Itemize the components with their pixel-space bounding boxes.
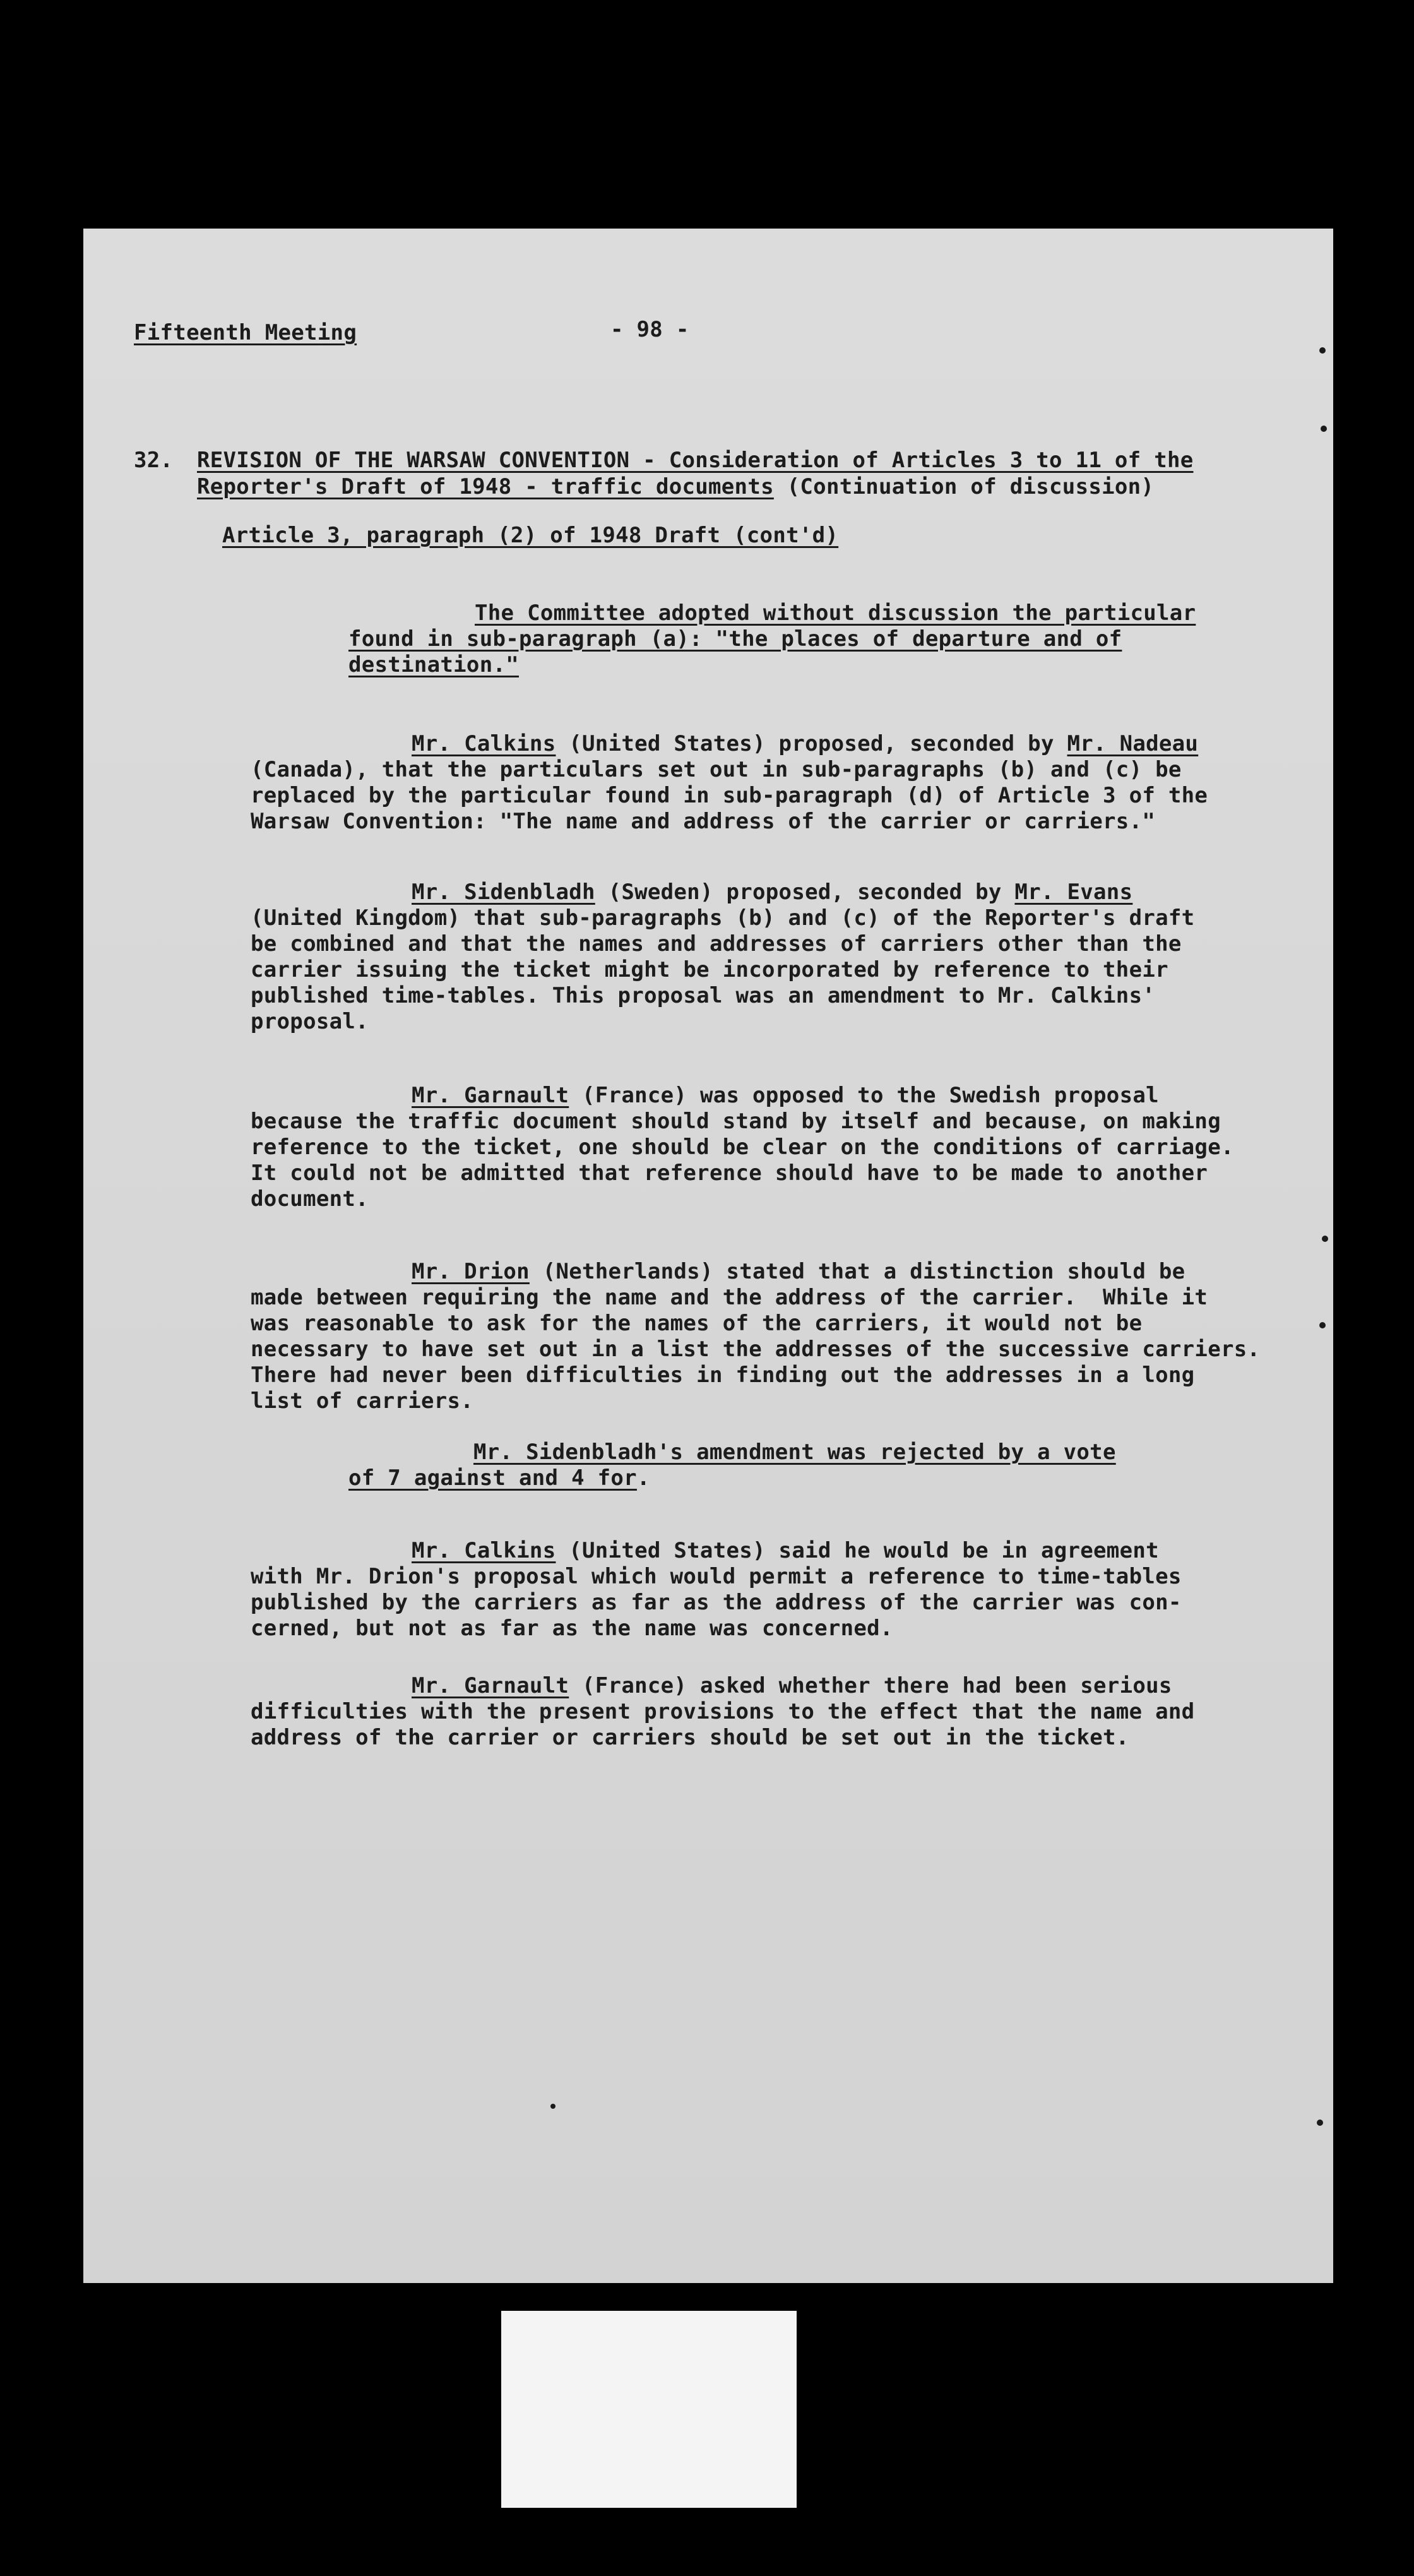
para1-line1: Mr. Calkins (United States) proposed, seconded by Mr. Nadeau <box>412 731 1199 756</box>
para3-line5: document. <box>251 1186 369 1212</box>
para4-speaker: Mr. Drion <box>412 1259 530 1284</box>
para2-line6: proposal. <box>251 1009 369 1034</box>
meeting-label: Fifteenth Meeting <box>134 320 357 345</box>
para1-line2: (Canada), that the particulars set out in sub-paragraphs (b) and (c) be <box>251 757 1182 782</box>
decision1-line2: found in sub-paragraph (a): "the places of departure and of <box>348 626 1122 652</box>
item-title-line2-rest: (Continuation of discussion) <box>773 474 1155 499</box>
item-title-line2 <box>197 474 1154 500</box>
margin-mark <box>1317 2120 1323 2126</box>
para2-line2: (United Kingdom) that sub-paragraphs (b) and (c) of the Reporter's draft <box>251 905 1195 931</box>
para1-speaker: Mr. Calkins <box>412 731 556 756</box>
para6-line1: Mr. Garnault (France) asked whether there had been serious <box>412 1673 1172 1698</box>
para3-line4: It could not be admitted that reference should have to be made to another <box>251 1160 1208 1186</box>
para2-line1: Mr. Sidenbladh (Sweden) proposed, seconded by Mr. Evans <box>412 880 1133 905</box>
para4-line6: list of carriers. <box>251 1388 474 1414</box>
item-title-line2-underlined: Reporter's Draft of 1948 - traffic documents <box>197 474 774 499</box>
para4-line1: Mr. Drion (Netherlands) stated that a distinction should be <box>412 1259 1185 1284</box>
para2-line5: published time-tables. This proposal was an amendment to Mr. Calkins' <box>251 983 1156 1008</box>
decision1-line3: destination." <box>348 652 520 677</box>
page-number: - 98 - <box>610 317 689 342</box>
para4-line2: made between requiring the name and the address of the carrier. While it <box>251 1285 1208 1310</box>
para2-line4: carrier issuing the ticket might be incorporated by reference to their <box>251 957 1168 982</box>
decision2-line2: of 7 against and 4 for. <box>348 1465 650 1491</box>
decision2-line1: Mr. Sidenbladh's amendment was rejected by a vote <box>473 1440 1116 1465</box>
item-title-line1: REVISION OF THE WARSAW CONVENTION - Consideration of Articles 3 to 11 of the <box>197 448 1194 473</box>
para6-line2: difficulties with the present provisions to the effect that the name and <box>251 1699 1195 1724</box>
para5-line2: with Mr. Drion's proposal which would permit a reference to time-tables <box>251 1564 1182 1589</box>
speck-mark <box>550 2104 556 2109</box>
para1-seconder: Mr. Nadeau <box>1067 731 1199 756</box>
para3-line2: because the traffic document should stand by itself and because, on making <box>251 1109 1221 1134</box>
para4-line4: necessary to have set out in a list the addresses of the successive carriers. <box>251 1337 1261 1362</box>
para1-line4: Warsaw Convention: "The name and address of the carrier or carriers." <box>251 809 1156 834</box>
para4-line5: There had never been difficulties in finding out the addresses in a long <box>251 1363 1195 1388</box>
margin-mark <box>1319 347 1326 354</box>
para2-speaker: Mr. Sidenbladh <box>412 880 595 905</box>
margin-mark <box>1319 1322 1326 1328</box>
para4-line3: was reasonable to ask for the names of the carriers, it would not be <box>251 1311 1143 1336</box>
para5-line1: Mr. Calkins (United States) said he would be in agreement <box>412 1538 1159 1563</box>
margin-mark <box>1322 1236 1328 1242</box>
para2-seconder: Mr. Evans <box>1014 880 1133 905</box>
para3-line3: reference to the ticket, one should be clear on the conditions of carriage. <box>251 1135 1234 1160</box>
para5-line3: published by the carriers as far as the address of the carrier was con- <box>251 1590 1182 1615</box>
subheading: Article 3, paragraph (2) of 1948 Draft (cont'd) <box>222 523 839 548</box>
document-page <box>83 229 1333 2283</box>
para6-line3: address of the carrier or carriers should be set out in the ticket. <box>251 1725 1129 1750</box>
para5-line4: cerned, but not as far as the name was concerned. <box>251 1616 893 1641</box>
para3-speaker: Mr. Garnault <box>412 1083 569 1108</box>
para5-speaker: Mr. Calkins <box>412 1538 556 1563</box>
decision1-line1: The Committee adopted without discussion the particular <box>475 600 1196 626</box>
para6-speaker: Mr. Garnault <box>412 1673 569 1698</box>
item-number: 32. <box>134 448 174 473</box>
para1-line3: replaced by the particular found in sub-paragraph (d) of Article 3 of the <box>251 783 1208 808</box>
margin-mark <box>1321 426 1327 432</box>
para3-line1: Mr. Garnault (France) was opposed to the Swedish proposal <box>412 1083 1159 1108</box>
film-frame-card <box>501 2311 797 2508</box>
para2-line3: be combined and that the names and addresses of carriers other than the <box>251 931 1182 957</box>
